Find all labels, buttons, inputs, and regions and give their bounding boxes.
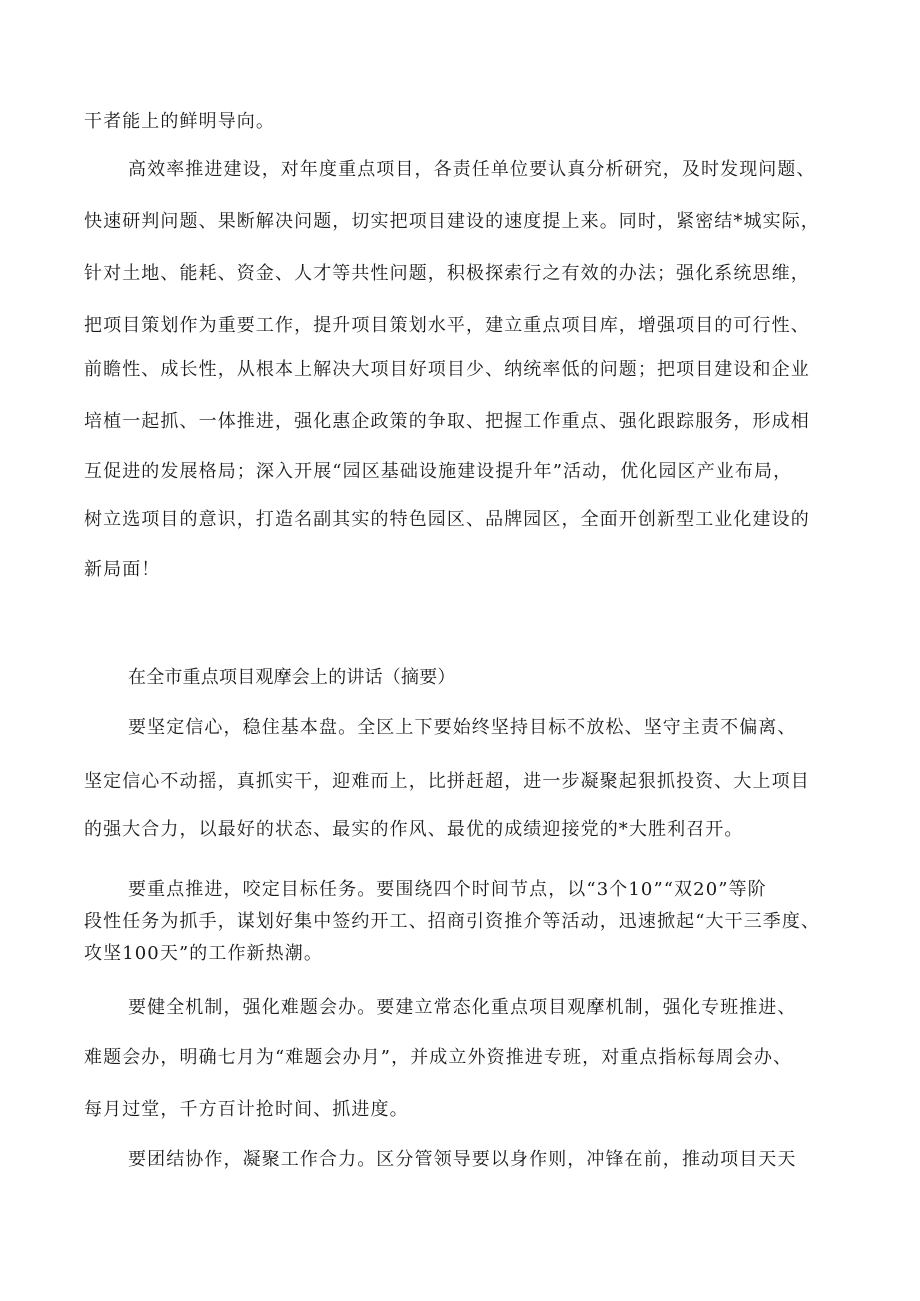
paragraph-line: 高效率推进建设，对年度重点项目，各责任单位要认真分析研究，及时发现问题、 (128, 159, 816, 180)
paragraph-line: 的强大合力，以最好的状态、最实的作风、最优的成绩迎接党的*大胜利召开。 (84, 819, 744, 840)
paragraph-line: 段性任务为抓手，谋划好集中签约开工、招商引资推介等活动，迅速掀起“大干三季度、 (84, 911, 821, 932)
paragraph-line: 针对土地、能耗、资金、人才等共性问题，积极探索行之有效的办法；强化系统思维， (84, 263, 810, 284)
paragraph-line: 要健全机制，强化难题会办。要建立常态化重点项目观摩机制，强化专班推进、 (128, 997, 797, 1018)
paragraph-line: 干者能上的鲜明导向。 (84, 111, 275, 132)
paragraph-line: 树立选项目的意识，打造名副其实的特色园区、品牌园区，全面开创新型工业化建设的 (84, 509, 810, 530)
paragraph-line: 前瞻性、成长性，从根本上解决大项目好项目少、纳统率低的问题；把项目建设和企业 (84, 359, 810, 380)
paragraph-line: 难题会办，明确七月为“难题会办月”，并成立外资推进专班，对重点指标每周会办、 (84, 1047, 793, 1068)
paragraph-line: 要重点推进，咬定目标任务。要围绕四个时间节点，以“3个10”“双20”等阶 (128, 879, 767, 900)
paragraph-line: 攻坚100天”的工作新热潮。 (84, 943, 323, 964)
paragraph-line: 培植一起抓、一体推进，强化惠企政策的争取、把握工作重点、强化跟踪服务，形成相 (84, 411, 810, 432)
paragraph-line: 要团结协作，凝聚工作合力。区分管领导要以身作则，冲锋在前，推动项目天天 (128, 1149, 797, 1170)
paragraph-line: 要坚定信心，稳住基本盘。全区上下要始终坚持目标不放松、坚守主责不偏离、 (128, 717, 797, 738)
speech-heading: 在全市重点项目观摩会上的讲话（摘要） (128, 667, 456, 688)
paragraph-line: 互促进的发展格局；深入开展“园区基础设施建设提升年”活动，优化园区产业布局， (84, 461, 793, 482)
paragraph-line: 坚定信心不动摇，真抓实干，迎难而上，比拼赶超，进一步凝聚起狠抓投资、大上项目 (84, 771, 810, 792)
paragraph-line: 把项目策划作为重要工作，提升项目策划水平，建立重点项目库，增强项目的可行性、 (84, 315, 810, 336)
paragraph-line: 快速研判问题、果断解决问题，切实把项目建设的速度提上来。同时，紧密结*城实际， (84, 211, 820, 232)
paragraph-line: 新局面！ (84, 559, 161, 580)
paragraph-line: 每月过堂，千方百计抢时间、抓进度。 (84, 1099, 409, 1120)
